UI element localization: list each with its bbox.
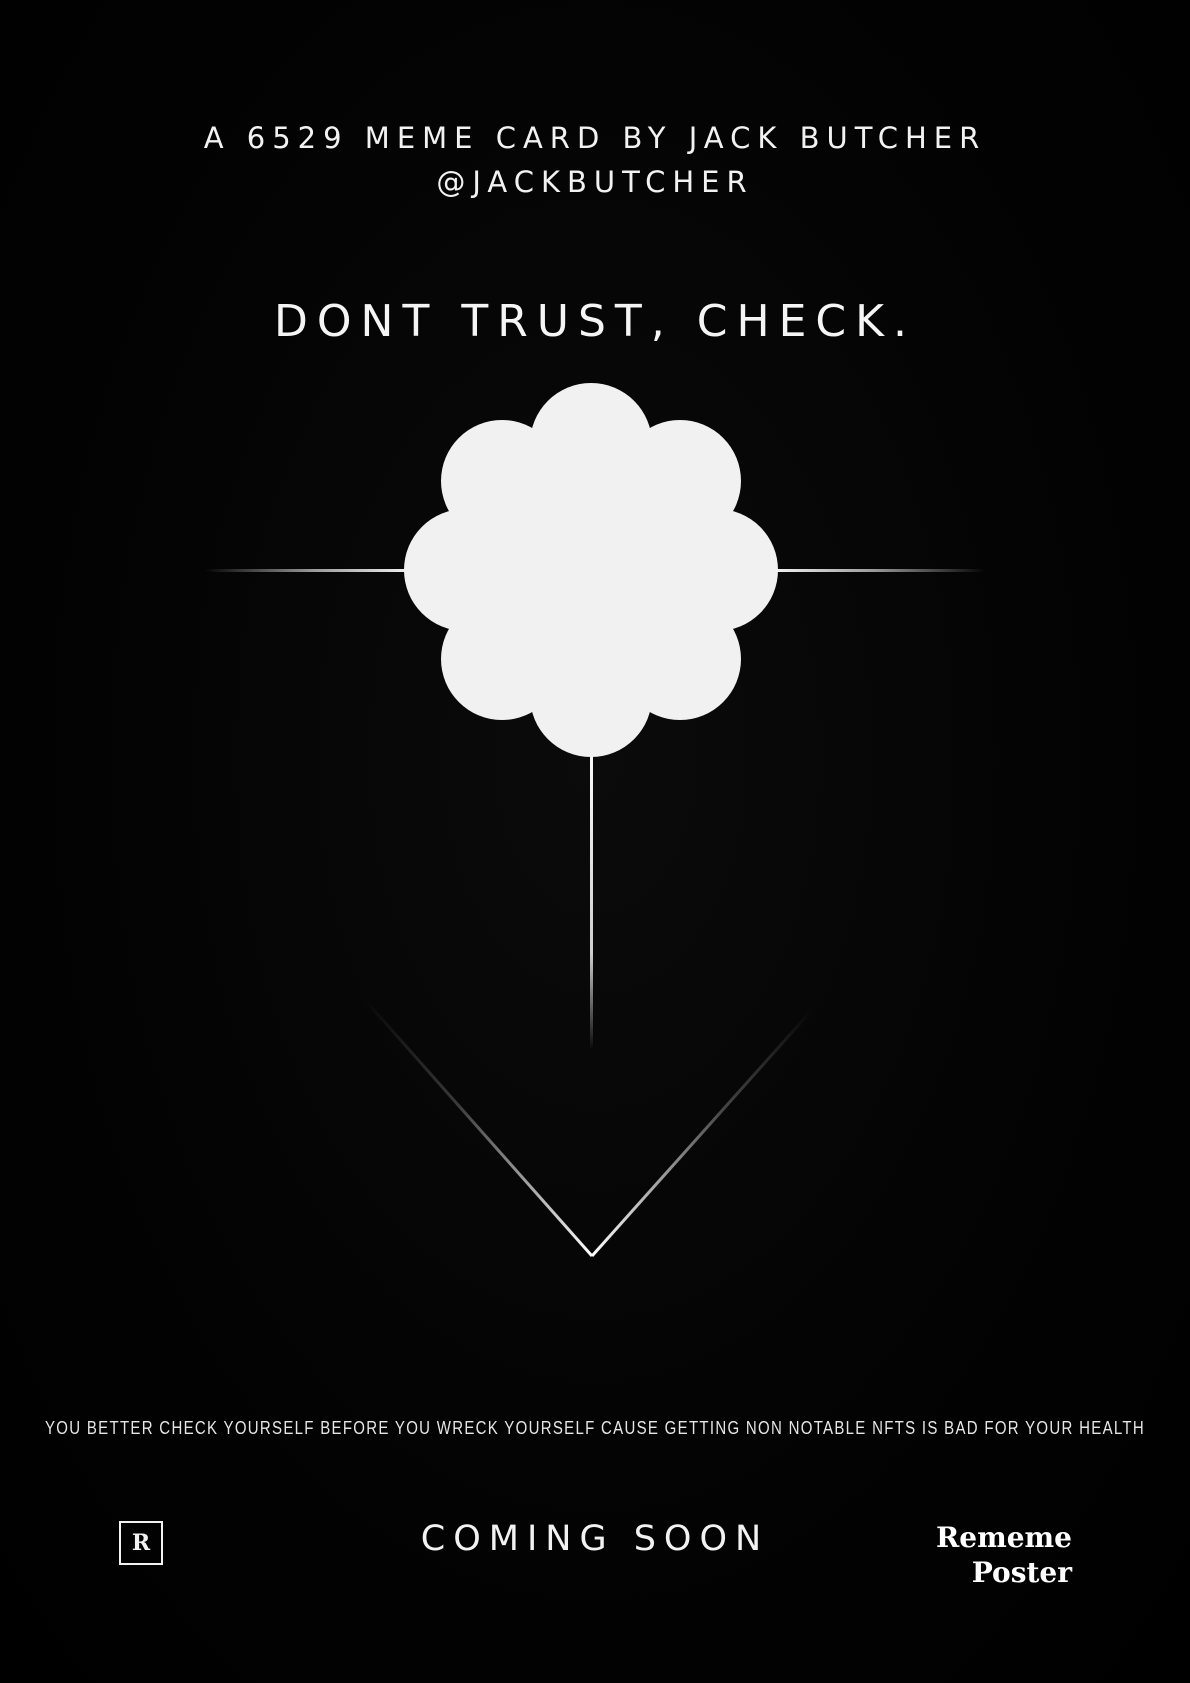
brand-wordmark	[920, 1520, 1072, 1590]
rememe-logo-icon: R	[119, 1521, 163, 1565]
headline: DONT TRUST, CHECK.	[274, 296, 916, 347]
horizontal-line-right	[760, 569, 985, 572]
flower-badge-icon	[404, 383, 778, 757]
tagline: YOU BETTER CHECK YOURSELF BEFORE YOU WRECK YOURSELF CAUSE GETTING NON NOTABLE NFTS IS BAD FOR YOUR HEALTH	[45, 1417, 1145, 1440]
artist-handle: @JACKBUTCHER	[436, 165, 754, 199]
credit-line: A 6529 MEME CARD BY JACK BUTCHER	[203, 121, 987, 155]
horizontal-line-left	[205, 569, 425, 572]
brand-line-2: Poster	[971, 1556, 1072, 1589]
vertical-stem	[590, 730, 593, 1050]
brand-line-1: Rememe	[936, 1521, 1072, 1554]
coming-soon-label: COMING SOON	[420, 1519, 770, 1559]
check-chevron-icon	[365, 1000, 812, 1256]
